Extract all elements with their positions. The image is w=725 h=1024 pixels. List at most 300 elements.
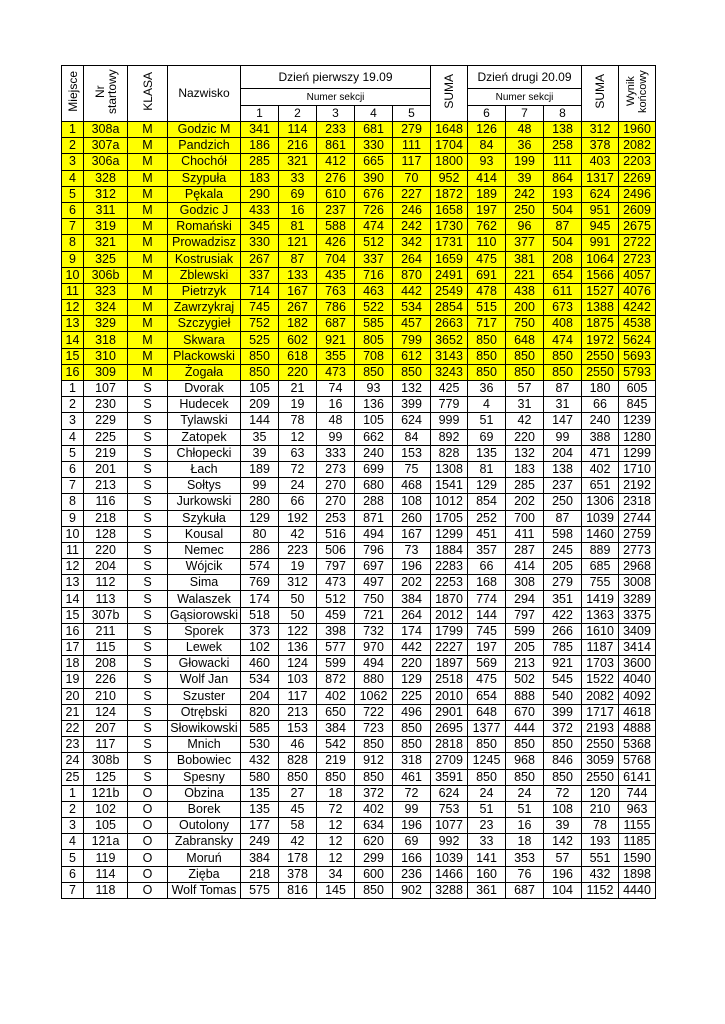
section-7-cell: 850: [506, 364, 544, 380]
section-8-cell: 864: [544, 170, 582, 186]
results-table: [61, 65, 656, 899]
section-3-cell: 74: [317, 381, 355, 397]
results-body: [62, 122, 656, 899]
name-cell: Obzina: [168, 785, 241, 801]
start-number-cell: 128: [84, 526, 128, 542]
class-cell: M: [128, 219, 168, 235]
section-6-cell: 189: [468, 186, 506, 202]
table-row: [62, 283, 656, 299]
table-row: [62, 397, 656, 413]
section-4-cell: 850: [355, 364, 393, 380]
final-result-cell: 3409: [619, 623, 656, 639]
table-row: [62, 186, 656, 202]
class-cell: S: [128, 413, 168, 429]
day1-sum-cell: 1077: [431, 818, 468, 834]
header-section-8: 8: [544, 106, 582, 122]
final-result-cell: 845: [619, 397, 656, 413]
section-3-cell: 650: [317, 704, 355, 720]
class-cell: M: [128, 251, 168, 267]
section-5-cell: 342: [393, 235, 431, 251]
section-8-cell: 611: [544, 283, 582, 299]
section-7-cell: 438: [506, 283, 544, 299]
section-6-cell: 762: [468, 219, 506, 235]
place-cell: 2: [62, 138, 84, 154]
start-number-cell: 208: [84, 656, 128, 672]
section-3-cell: 512: [317, 591, 355, 607]
section-8-cell: 408: [544, 316, 582, 332]
place-cell: 17: [62, 640, 84, 656]
name-cell: Godzic M: [168, 122, 241, 138]
section-4-cell: 1062: [355, 688, 393, 704]
day1-sum-cell: 828: [431, 445, 468, 461]
section-8-cell: 39: [544, 818, 582, 834]
name-cell: Jurkowski: [168, 494, 241, 510]
section-1-cell: 345: [241, 219, 279, 235]
section-1-cell: 105: [241, 381, 279, 397]
day2-sum-cell: 1717: [582, 704, 619, 720]
name-cell: Pandzich: [168, 138, 241, 154]
section-2-cell: 19: [279, 397, 317, 413]
place-cell: 11: [62, 283, 84, 299]
section-2-cell: 117: [279, 688, 317, 704]
section-5-cell: 850: [393, 737, 431, 753]
class-cell: M: [128, 332, 168, 348]
place-cell: 1: [62, 122, 84, 138]
section-6-cell: 36: [468, 381, 506, 397]
section-7-cell: 213: [506, 656, 544, 672]
day1-sum-cell: 1704: [431, 138, 468, 154]
section-1-cell: 530: [241, 737, 279, 753]
section-4-cell: 726: [355, 202, 393, 218]
class-cell: S: [128, 737, 168, 753]
section-5-cell: 850: [393, 720, 431, 736]
class-cell: S: [128, 769, 168, 785]
name-cell: Zięba: [168, 866, 241, 882]
final-result-cell: 2773: [619, 542, 656, 558]
day1-sum-cell: 1308: [431, 461, 468, 477]
section-4-cell: 665: [355, 154, 393, 170]
start-number-cell: 113: [84, 591, 128, 607]
section-6-cell: 110: [468, 235, 506, 251]
day1-sum-cell: 2901: [431, 704, 468, 720]
final-result-cell: 4618: [619, 704, 656, 720]
place-cell: 14: [62, 332, 84, 348]
place-cell: 20: [62, 688, 84, 704]
table-row: [62, 461, 656, 477]
section-3-cell: 506: [317, 542, 355, 558]
section-3-cell: 219: [317, 753, 355, 769]
place-cell: 1: [62, 785, 84, 801]
section-4-cell: 676: [355, 186, 393, 202]
section-8-cell: 258: [544, 138, 582, 154]
start-number-cell: 107: [84, 381, 128, 397]
final-result-cell: 2192: [619, 478, 656, 494]
section-1-cell: 850: [241, 348, 279, 364]
section-5-cell: 196: [393, 559, 431, 575]
section-1-cell: 35: [241, 429, 279, 445]
section-1-cell: 518: [241, 607, 279, 623]
section-2-cell: 136: [279, 640, 317, 656]
section-1-cell: 174: [241, 591, 279, 607]
final-result-cell: 2318: [619, 494, 656, 510]
class-cell: S: [128, 429, 168, 445]
section-2-cell: 182: [279, 316, 317, 332]
start-number-cell: 306b: [84, 267, 128, 283]
name-cell: Kousal: [168, 526, 241, 542]
section-6-cell: 4: [468, 397, 506, 413]
section-1-cell: 80: [241, 526, 279, 542]
final-result-cell: 1155: [619, 818, 656, 834]
start-number-cell: 204: [84, 559, 128, 575]
section-5-cell: 72: [393, 785, 431, 801]
section-5-cell: 399: [393, 397, 431, 413]
section-5-cell: 870: [393, 267, 431, 283]
section-7-cell: 200: [506, 300, 544, 316]
section-1-cell: 183: [241, 170, 279, 186]
class-cell: M: [128, 202, 168, 218]
day2-sum-cell: 1527: [582, 283, 619, 299]
section-7-cell: 250: [506, 202, 544, 218]
section-7-cell: 183: [506, 461, 544, 477]
section-7-cell: 502: [506, 672, 544, 688]
place-cell: 7: [62, 882, 84, 898]
start-number-cell: 116: [84, 494, 128, 510]
section-4-cell: 681: [355, 122, 393, 138]
section-3-cell: 850: [317, 769, 355, 785]
section-7-cell: 850: [506, 348, 544, 364]
place-cell: 25: [62, 769, 84, 785]
name-cell: Otrębski: [168, 704, 241, 720]
section-5-cell: 84: [393, 429, 431, 445]
day1-sum-cell: 624: [431, 785, 468, 801]
section-5-cell: 246: [393, 202, 431, 218]
section-2-cell: 42: [279, 834, 317, 850]
section-6-cell: 850: [468, 332, 506, 348]
place-cell: 9: [62, 510, 84, 526]
class-cell: S: [128, 381, 168, 397]
section-3-cell: 72: [317, 801, 355, 817]
final-result-cell: 4888: [619, 720, 656, 736]
section-4-cell: 600: [355, 866, 393, 882]
section-1-cell: 745: [241, 300, 279, 316]
section-2-cell: 167: [279, 283, 317, 299]
section-6-cell: 774: [468, 591, 506, 607]
class-cell: S: [128, 526, 168, 542]
section-5-cell: 111: [393, 138, 431, 154]
section-3-cell: 786: [317, 300, 355, 316]
section-2-cell: 27: [279, 785, 317, 801]
final-result-cell: 2496: [619, 186, 656, 202]
place-cell: 1: [62, 381, 84, 397]
section-8-cell: 351: [544, 591, 582, 607]
section-4-cell: 850: [355, 882, 393, 898]
section-8-cell: 545: [544, 672, 582, 688]
section-5-cell: 461: [393, 769, 431, 785]
section-5-cell: 132: [393, 381, 431, 397]
table-row: [62, 688, 656, 704]
table-row: [62, 235, 656, 251]
section-4-cell: 585: [355, 316, 393, 332]
day1-sum-cell: 2253: [431, 575, 468, 591]
start-number-cell: 218: [84, 510, 128, 526]
section-4-cell: 716: [355, 267, 393, 283]
name-cell: Pietrzyk: [168, 283, 241, 299]
section-3-cell: 276: [317, 170, 355, 186]
section-3-cell: 861: [317, 138, 355, 154]
day2-sum-cell: 755: [582, 575, 619, 591]
class-cell: S: [128, 397, 168, 413]
name-cell: Skwara: [168, 332, 241, 348]
section-1-cell: 144: [241, 413, 279, 429]
day1-sum-cell: 1884: [431, 542, 468, 558]
place-cell: 18: [62, 656, 84, 672]
section-2-cell: 81: [279, 219, 317, 235]
table-row: [62, 413, 656, 429]
section-2-cell: 33: [279, 170, 317, 186]
class-cell: M: [128, 364, 168, 380]
class-cell: M: [128, 348, 168, 364]
section-8-cell: 673: [544, 300, 582, 316]
section-4-cell: 474: [355, 219, 393, 235]
section-3-cell: 412: [317, 154, 355, 170]
start-number-cell: 226: [84, 672, 128, 688]
name-cell: Szuster: [168, 688, 241, 704]
start-number-cell: 225: [84, 429, 128, 445]
start-number-cell: 115: [84, 640, 128, 656]
section-8-cell: 108: [544, 801, 582, 817]
section-7-cell: 24: [506, 785, 544, 801]
section-2-cell: 87: [279, 251, 317, 267]
section-2-cell: 178: [279, 850, 317, 866]
day1-sum-cell: 1466: [431, 866, 468, 882]
table-header: [62, 66, 656, 122]
class-cell: S: [128, 510, 168, 526]
section-1-cell: 290: [241, 186, 279, 202]
section-3-cell: 704: [317, 251, 355, 267]
section-1-cell: 580: [241, 769, 279, 785]
day2-sum-cell: 651: [582, 478, 619, 494]
section-1-cell: 460: [241, 656, 279, 672]
section-2-cell: 103: [279, 672, 317, 688]
class-cell: M: [128, 138, 168, 154]
section-1-cell: 384: [241, 850, 279, 866]
class-cell: S: [128, 753, 168, 769]
name-cell: Szykuła: [168, 510, 241, 526]
name-cell: Outolony: [168, 818, 241, 834]
day2-sum-cell: 402: [582, 461, 619, 477]
section-2-cell: 69: [279, 186, 317, 202]
section-8-cell: 193: [544, 186, 582, 202]
day1-sum-cell: 892: [431, 429, 468, 445]
section-4-cell: 970: [355, 640, 393, 656]
section-8-cell: 850: [544, 769, 582, 785]
section-1-cell: 330: [241, 235, 279, 251]
section-3-cell: 473: [317, 575, 355, 591]
start-number-cell: 324: [84, 300, 128, 316]
place-cell: 6: [62, 461, 84, 477]
section-4-cell: 337: [355, 251, 393, 267]
header-section-1: 1: [241, 106, 279, 122]
section-8-cell: 111: [544, 154, 582, 170]
day2-sum-cell: 2193: [582, 720, 619, 736]
day2-sum-cell: 1610: [582, 623, 619, 639]
start-number-cell: 230: [84, 397, 128, 413]
section-7-cell: 42: [506, 413, 544, 429]
place-cell: 15: [62, 607, 84, 623]
name-cell: Łach: [168, 461, 241, 477]
section-5-cell: 457: [393, 316, 431, 332]
section-4-cell: 402: [355, 801, 393, 817]
section-8-cell: 850: [544, 364, 582, 380]
day1-sum-cell: 2010: [431, 688, 468, 704]
section-6-cell: 51: [468, 801, 506, 817]
section-1-cell: 850: [241, 364, 279, 380]
section-6-cell: 252: [468, 510, 506, 526]
table-row: [62, 251, 656, 267]
section-4-cell: 871: [355, 510, 393, 526]
section-3-cell: 270: [317, 494, 355, 510]
class-cell: O: [128, 850, 168, 866]
name-cell: Wójcik: [168, 559, 241, 575]
start-number-cell: 121a: [84, 834, 128, 850]
name-cell: Wolf Jan: [168, 672, 241, 688]
table-row: [62, 429, 656, 445]
section-7-cell: 31: [506, 397, 544, 413]
section-2-cell: 216: [279, 138, 317, 154]
name-cell: Godzic J: [168, 202, 241, 218]
section-2-cell: 378: [279, 866, 317, 882]
name-cell: Sima: [168, 575, 241, 591]
section-7-cell: 850: [506, 737, 544, 753]
section-8-cell: 104: [544, 882, 582, 898]
section-3-cell: 18: [317, 785, 355, 801]
section-5-cell: 196: [393, 818, 431, 834]
start-number-cell: 318: [84, 332, 128, 348]
section-6-cell: 654: [468, 688, 506, 704]
section-2-cell: 213: [279, 704, 317, 720]
class-cell: O: [128, 785, 168, 801]
final-result-cell: 4057: [619, 267, 656, 283]
section-7-cell: 670: [506, 704, 544, 720]
final-result-cell: 2744: [619, 510, 656, 526]
section-3-cell: 270: [317, 478, 355, 494]
place-cell: 16: [62, 364, 84, 380]
section-3-cell: 384: [317, 720, 355, 736]
day2-sum-cell: 378: [582, 138, 619, 154]
section-6-cell: 33: [468, 834, 506, 850]
section-5-cell: 117: [393, 154, 431, 170]
section-2-cell: 153: [279, 720, 317, 736]
section-5-cell: 799: [393, 332, 431, 348]
final-result-cell: 2759: [619, 526, 656, 542]
table-row: [62, 704, 656, 720]
day2-sum-cell: 1152: [582, 882, 619, 898]
final-result-cell: 1280: [619, 429, 656, 445]
start-number-cell: 117: [84, 737, 128, 753]
name-cell: Bobowiec: [168, 753, 241, 769]
section-3-cell: 763: [317, 283, 355, 299]
class-cell: S: [128, 542, 168, 558]
section-6-cell: 197: [468, 202, 506, 218]
section-4-cell: 796: [355, 542, 393, 558]
section-3-cell: 273: [317, 461, 355, 477]
class-cell: S: [128, 461, 168, 477]
day1-sum-cell: 999: [431, 413, 468, 429]
section-6-cell: 361: [468, 882, 506, 898]
final-result-cell: 2968: [619, 559, 656, 575]
section-6-cell: 648: [468, 704, 506, 720]
day1-sum-cell: 2854: [431, 300, 468, 316]
section-7-cell: 36: [506, 138, 544, 154]
final-result-cell: 5793: [619, 364, 656, 380]
day1-sum-cell: 3243: [431, 364, 468, 380]
section-6-cell: 1245: [468, 753, 506, 769]
header-section-label-day2: Numer sekcji: [468, 89, 582, 106]
final-result-cell: 4040: [619, 672, 656, 688]
start-number-cell: 308b: [84, 753, 128, 769]
name-cell: Tylawski: [168, 413, 241, 429]
section-5-cell: 242: [393, 219, 431, 235]
table-row: [62, 138, 656, 154]
section-6-cell: 141: [468, 850, 506, 866]
day2-sum-cell: 991: [582, 235, 619, 251]
section-7-cell: 648: [506, 332, 544, 348]
section-4-cell: 390: [355, 170, 393, 186]
name-cell: Sporek: [168, 623, 241, 639]
section-8-cell: 372: [544, 720, 582, 736]
table-row: [62, 559, 656, 575]
section-1-cell: 280: [241, 494, 279, 510]
section-8-cell: 99: [544, 429, 582, 445]
section-2-cell: 321: [279, 154, 317, 170]
section-5-cell: 279: [393, 122, 431, 138]
place-cell: 3: [62, 154, 84, 170]
section-8-cell: 504: [544, 202, 582, 218]
table-row: [62, 834, 656, 850]
day2-sum-cell: 3059: [582, 753, 619, 769]
section-4-cell: 240: [355, 445, 393, 461]
section-6-cell: 357: [468, 542, 506, 558]
header-day1: Dzień pierwszy 19.09: [241, 66, 431, 89]
class-cell: S: [128, 478, 168, 494]
section-6-cell: 475: [468, 251, 506, 267]
section-4-cell: 805: [355, 332, 393, 348]
class-cell: S: [128, 623, 168, 639]
day2-sum-cell: 432: [582, 866, 619, 882]
section-4-cell: 522: [355, 300, 393, 316]
name-cell: Mnich: [168, 737, 241, 753]
section-1-cell: 135: [241, 801, 279, 817]
start-number-cell: 125: [84, 769, 128, 785]
day2-sum-cell: 1522: [582, 672, 619, 688]
section-4-cell: 699: [355, 461, 393, 477]
place-cell: 8: [62, 494, 84, 510]
section-1-cell: 534: [241, 672, 279, 688]
table-row: [62, 769, 656, 785]
section-2-cell: 223: [279, 542, 317, 558]
final-result-cell: 5768: [619, 753, 656, 769]
section-5-cell: 99: [393, 801, 431, 817]
day2-sum-cell: 889: [582, 542, 619, 558]
day2-sum-cell: 120: [582, 785, 619, 801]
section-4-cell: 697: [355, 559, 393, 575]
place-cell: 8: [62, 235, 84, 251]
section-5-cell: 236: [393, 866, 431, 882]
day2-sum-cell: 2550: [582, 348, 619, 364]
section-5-cell: 129: [393, 672, 431, 688]
day1-sum-cell: 2283: [431, 559, 468, 575]
name-cell: Żogała: [168, 364, 241, 380]
